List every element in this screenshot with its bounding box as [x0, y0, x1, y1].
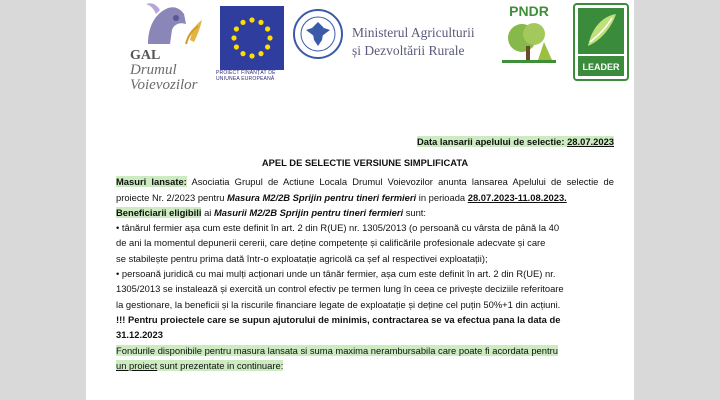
gal-name-line2: Voievozilor — [130, 77, 198, 93]
logo-header — [86, 0, 634, 92]
gov-seal-icon — [292, 8, 344, 60]
document-body — [116, 134, 614, 373]
gal-logo — [130, 0, 210, 100]
bullet1-line1: • tânărul fermier așa cum este definit în art. 2 din R(UE) nr. 1305/2013 (o persoană cu vârsta de până la 40 — [116, 222, 560, 234]
beneficiari-text: ai — [204, 206, 212, 218]
masuri-period: 28.07.2023-11.08.2023. — [467, 191, 567, 203]
bullet2-line2: 1305/2013 se instalează și exercită un control efectiv pe termen lung în ceea ce privește deciziile referitoare — [116, 283, 564, 295]
gov-seal-logo — [292, 8, 344, 60]
eu-caption-line1: PROIECT FINANȚAT DE — [216, 70, 276, 76]
call-title: APEL DE SELECTIE VERSIUNE SIMPLIFICATA — [261, 157, 469, 169]
leader-icon — [572, 2, 630, 82]
eu-caption-line2: UNIUNEA EUROPEANĂ — [216, 76, 275, 82]
fonduri-line2 — [116, 358, 614, 373]
masuri-text: Asociatia Grupul de Actiune Locala Drumul Voievozilor anunta lansarea Apelului de selectie de proiecte Nr. 2/2023 pentru — [116, 176, 614, 203]
masuri-label: Masuri lansate: — [116, 176, 187, 188]
ministry-line2: și Dezvoltării Rurale — [352, 43, 465, 58]
beneficiari-label: Beneficiarii eligibili — [116, 206, 202, 218]
document-page — [86, 0, 634, 400]
masuri-text-2: in perioada — [418, 191, 466, 203]
eu-caption — [216, 70, 290, 82]
launch-date-value: 28.07.2023 — [567, 136, 614, 147]
eu-flag-logo — [220, 6, 284, 70]
bullet2-line3: la gestionare, la beneficii și la riscurile financiare legate de exploatație și deține cel puțin 50%+1 din acțiuni. — [116, 298, 561, 310]
svg-text:LEADER: LEADER — [582, 62, 620, 72]
gal-short-text: GAL — [130, 48, 161, 63]
svg-text:PNDR: PNDR — [509, 3, 549, 19]
ministry-name — [352, 24, 512, 60]
beneficiari-measure: Masurii M2/2B Sprijin pentru tineri fermieri — [213, 206, 404, 218]
pndr-logo — [500, 2, 558, 78]
leader-logo — [572, 2, 630, 82]
bullet2-line1: • persoană juridică cu mai mulți acționari unde un tânăr fermier, așa cum este definit în art. 2 din R(UE) nr. — [116, 268, 556, 280]
launch-date-label: Data lansarii apelului de selectie: — [417, 136, 565, 147]
fonduri-text: Fondurile disponibile pentru masura lansata si suma maxima nerambursabila care poate fi acordata pentru — [116, 344, 558, 356]
gal-name-line1: Drumul — [130, 62, 177, 78]
minimis-line2: 31.12.2023 — [116, 329, 163, 341]
masuri-measure: Masura M2/2B Sprijin pentru tineri fermieri — [227, 191, 417, 203]
gal-knight-icon — [130, 0, 210, 50]
minimis-line1: !!! Pentru proiectele care se supun ajutorului de minimis, contractarea se va efectua pana la data de — [116, 313, 561, 325]
ministry-line1: Ministerul Agriculturii — [352, 25, 475, 40]
beneficiari-text-2: sunt: — [405, 206, 427, 218]
fonduri-text-2: sunt prezentate in continuare: — [159, 359, 284, 371]
beneficiari-paragraph — [116, 205, 614, 220]
eu-flag-icon — [220, 6, 284, 70]
fonduri-underlined: un proiect — [116, 359, 158, 371]
bullet1-line3: se stabilește pentru prima dată într-o exploatație agricolă ca șef al respectivei exploatații); — [116, 252, 488, 264]
masuri-paragraph — [116, 174, 614, 205]
launch-date-line — [116, 134, 614, 149]
pndr-tree-icon — [500, 2, 558, 78]
bullet1-line2: de ani la momentul depunerii cererii, care deține competențe și calificările profesionale adecvate și care — [116, 237, 546, 249]
fonduri-line1 — [116, 343, 614, 358]
